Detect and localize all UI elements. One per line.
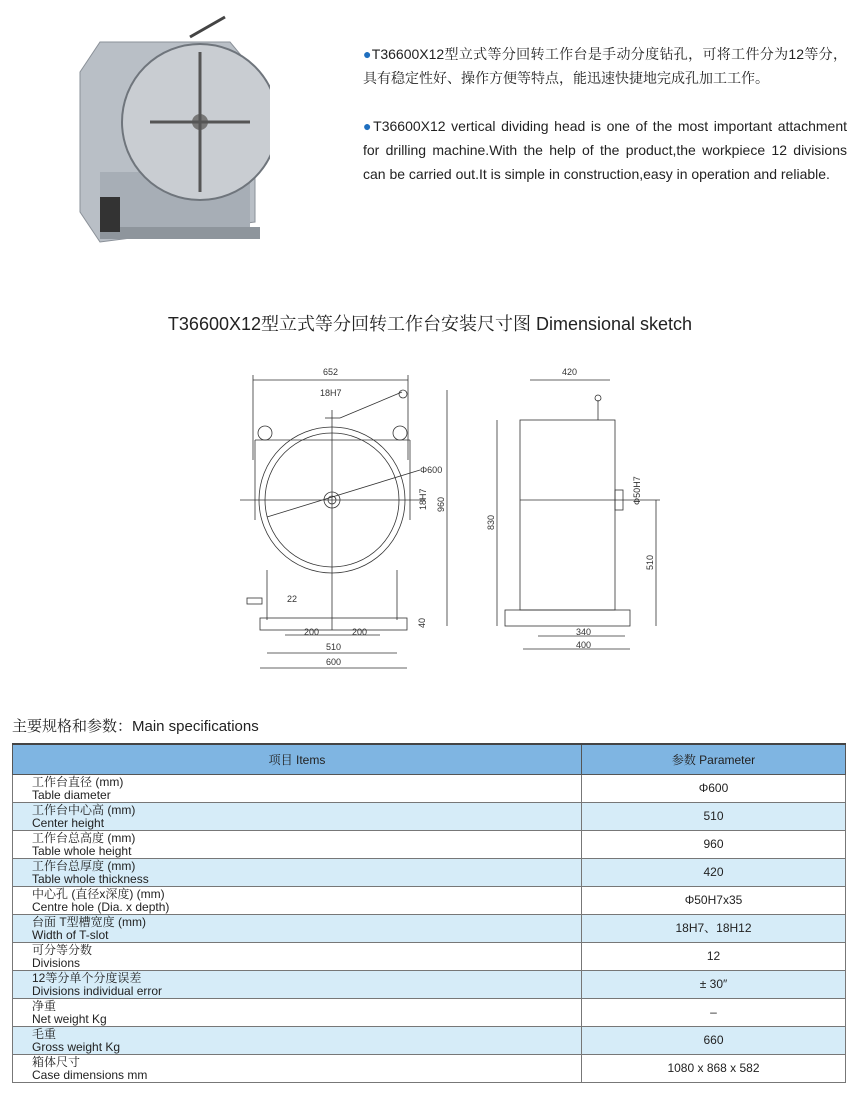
table-row — [13, 1055, 846, 1083]
item-en: Gross weight Kg — [32, 1039, 121, 1054]
product-description: ●T36600X12型立式等分回转工作台是手动分度钻孔，可将工件分为12等分，具有稳定性好、操作方便等特点，能迅速快捷地完成孔加工工作。 ●T36600X12 vertical dividing head is one of the most important attachment for drilling machine.With the help of the product,the workpiece 12 divisions can be carried out.It is simple in construction,easy in operation and reliable. — [363, 46, 847, 182]
side-view — [486, 367, 660, 650]
dim-200-left: 200 — [304, 627, 320, 637]
sketch-title: T36600X12型立式等分回转工作台安装尺寸图 Dimensional sketch — [167, 314, 693, 334]
header-items: 项目 Items — [13, 744, 582, 775]
value-cell: 420 — [582, 859, 846, 887]
item-cell — [13, 915, 582, 943]
item-en: Case dimensions mm — [32, 1067, 148, 1082]
product-photo — [70, 12, 270, 252]
item-cn: 工作台总厚度 (mm) — [32, 858, 136, 873]
table-row — [13, 803, 846, 831]
item-en: Center height — [32, 815, 105, 830]
value-cell: 12 — [582, 943, 846, 971]
table-row — [13, 915, 846, 943]
table-row — [13, 887, 846, 915]
dim-510-side: 510 — [645, 554, 655, 570]
table-row — [13, 775, 846, 803]
item-cell — [13, 1027, 582, 1055]
item-cell — [13, 831, 582, 859]
item-cell — [13, 999, 582, 1027]
table-row — [13, 1027, 846, 1055]
item-cn: 净重 — [32, 998, 57, 1013]
item-cn: 工作台直径 (mm) — [32, 774, 124, 789]
dim-340: 340 — [576, 627, 592, 637]
value-cell: 18H7、18H12 — [582, 915, 846, 943]
dim-18h7-vertical: 18H7 — [418, 488, 428, 510]
item-cn: 中心孔 (直径x深度) (mm) — [32, 886, 165, 901]
item-en: Centre hole (Dia. x depth) — [32, 899, 170, 914]
item-cn: 工作台总高度 (mm) — [32, 830, 136, 845]
table-row — [13, 943, 846, 971]
dim-40: 40 — [417, 617, 427, 628]
value-cell: – — [582, 999, 846, 1027]
item-cell — [13, 859, 582, 887]
value-cell: ± 30″ — [582, 971, 846, 999]
value-cell: Φ600 — [582, 775, 846, 803]
dim-200-right: 200 — [352, 627, 368, 637]
description-en: T36600X12 vertical dividing head is one of the most important attachment for drilling machine.With the help of the product,the workpiece 12 divisions can be carried out.It is simple in construction,easy in operation and reliable. — [363, 118, 847, 182]
item-cn: 箱体尺寸 — [32, 1054, 81, 1069]
item-cell — [13, 971, 582, 999]
value-cell: 960 — [582, 831, 846, 859]
dim-diameter: Φ600 — [420, 465, 443, 475]
dim-652: 652 — [323, 367, 339, 377]
header-parameter: 参数 Parameter — [582, 744, 846, 775]
item-cell — [13, 803, 582, 831]
spec-table — [12, 743, 846, 1083]
value-cell: Φ50H7x35 — [582, 887, 846, 915]
dim-hole: Φ50H7 — [632, 476, 642, 505]
dimensional-sketch — [240, 360, 670, 680]
item-cn: 可分等分数 — [32, 942, 93, 957]
item-cell — [13, 943, 582, 971]
dim-18h7: 18H7 — [320, 388, 342, 398]
item-en: Table whole height — [32, 843, 132, 858]
item-cn: 毛重 — [32, 1026, 57, 1041]
spec-title: 主要规格和参数：Main specifications — [12, 718, 259, 735]
item-cn: 工作台中心高 (mm) — [32, 802, 136, 817]
item-cn: 12等分单个分度误差 — [32, 970, 142, 985]
item-cn: 台面 T型槽宽度 (mm) — [32, 914, 146, 929]
item-en: Table whole thickness — [32, 871, 149, 886]
front-view — [240, 367, 447, 668]
dim-960: 960 — [436, 496, 446, 512]
item-en: Table diameter — [32, 787, 111, 802]
value-cell: 510 — [582, 803, 846, 831]
table-row — [13, 859, 846, 887]
item-en: Net weight Kg — [32, 1011, 107, 1026]
item-en: Divisions individual error — [32, 983, 163, 998]
table-row — [13, 971, 846, 999]
value-cell: 1080 x 868 x 582 — [582, 1055, 846, 1083]
table-row — [13, 999, 846, 1027]
item-en: Width of T-slot — [32, 927, 109, 942]
description-cn: T36600X12型立式等分回转工作台是手动分度钻孔，可将工件分为12等分，具有稳定性好、操作方便等特点，能迅速快捷地完成孔加工工作。 — [363, 46, 847, 86]
item-cell — [13, 775, 582, 803]
dim-400: 400 — [576, 640, 592, 650]
dim-600: 600 — [326, 657, 342, 667]
dim-830: 830 — [486, 514, 496, 530]
item-cell — [13, 1055, 582, 1083]
dim-510: 510 — [326, 642, 342, 652]
dim-22: 22 — [287, 594, 298, 604]
dim-420: 420 — [562, 367, 578, 377]
item-en: Divisions — [32, 955, 81, 970]
item-cell — [13, 887, 582, 915]
table-row — [13, 831, 846, 859]
value-cell: 660 — [582, 1027, 846, 1055]
